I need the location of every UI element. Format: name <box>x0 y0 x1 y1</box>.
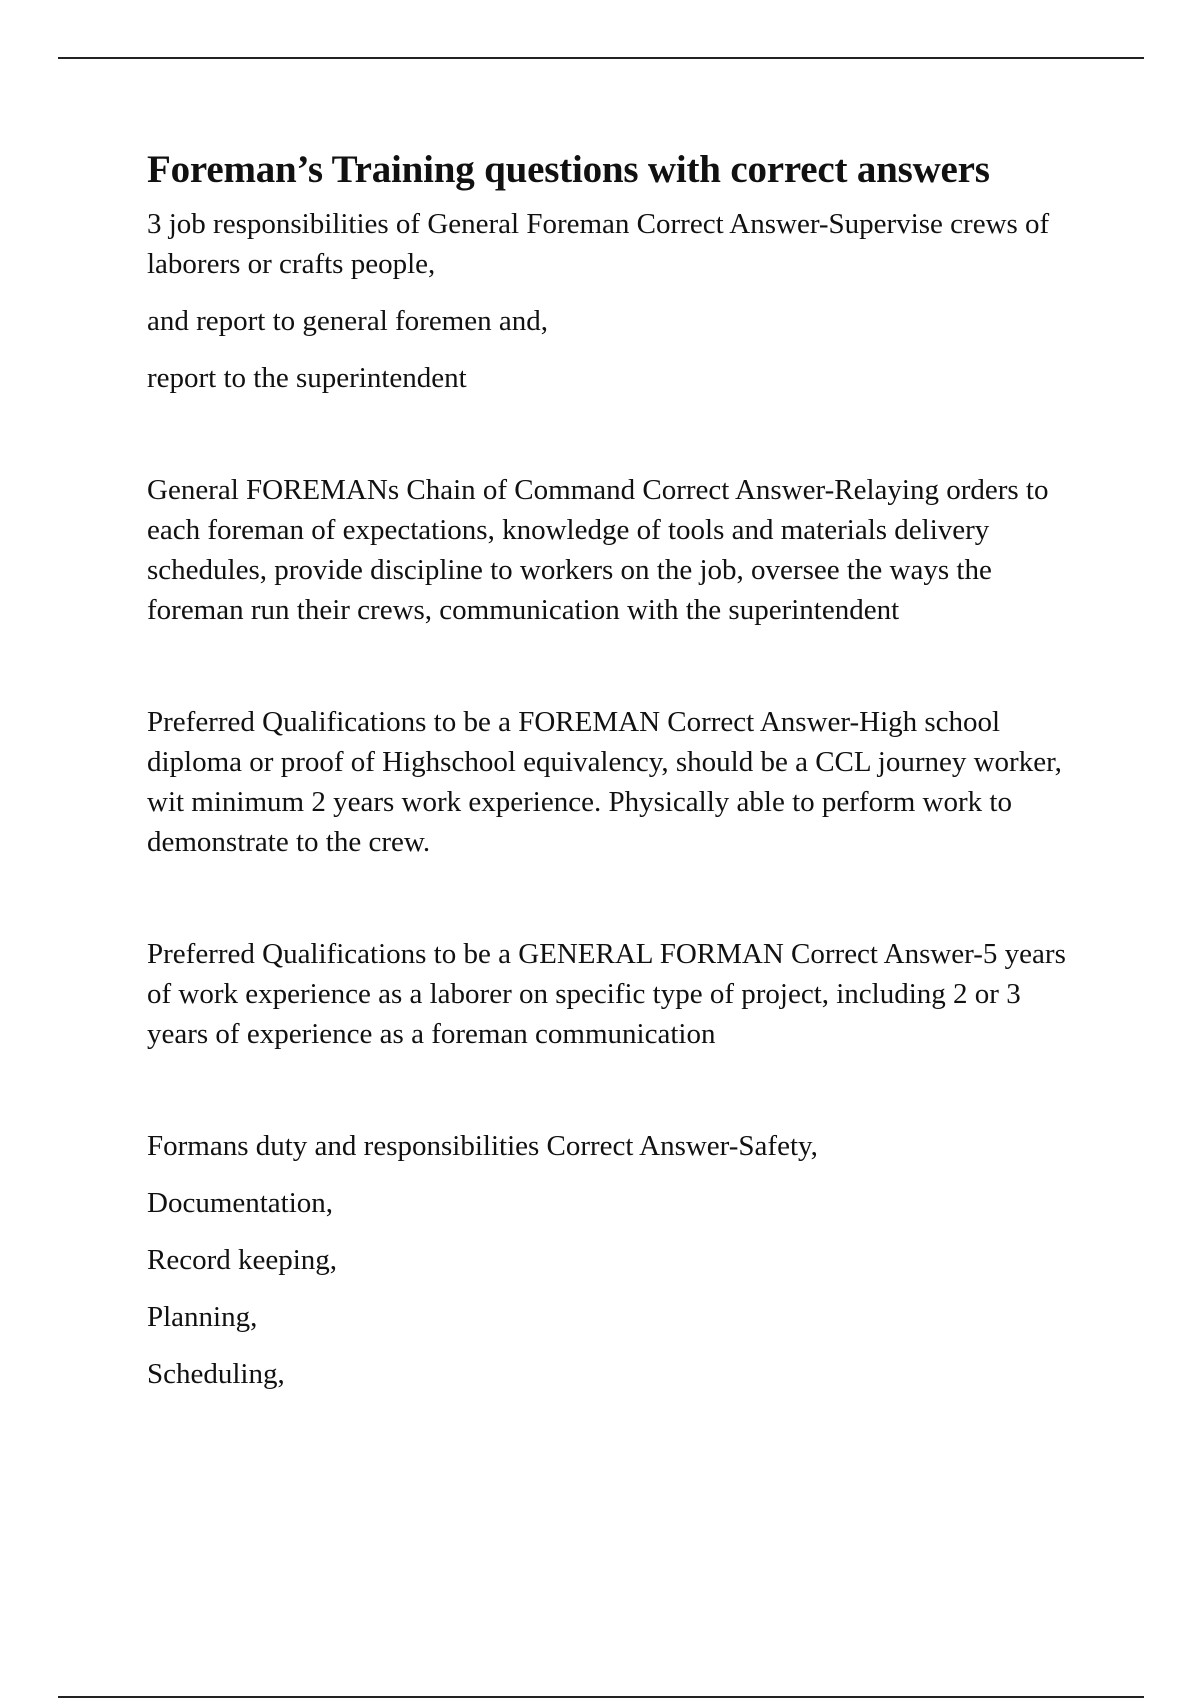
document-title: Foreman’s Training questions with correct answers <box>147 148 990 191</box>
entry-text: General FOREMANs Chain of Command Correct Answer-Relaying orders to each foreman of expectations, knowledge of tools and materials delivery schedules, provide discipline to workers on the job, oversee the ways the foreman run their crews, communication with the superintendent <box>147 474 1049 626</box>
header-rule <box>58 57 1144 59</box>
entry-continuation: Scheduling, <box>147 1358 285 1390</box>
document-body <box>147 146 1087 1394</box>
qa-entry <box>147 702 1087 862</box>
entry-text: 3 job responsibilities of General Foreman Correct Answer-Supervise crews of laborers or crafts people, <box>147 208 1050 280</box>
entry-text: Preferred Qualifications to be a GENERAL FORMAN Correct Answer-5 years of work experience as a laborer on specific type of project, including 2 or 3 years of experience as a foreman communication <box>147 938 1066 1050</box>
qa-entry <box>147 470 1087 630</box>
entry-text: Preferred Qualifications to be a FOREMAN Correct Answer-High school diploma or proof of Highschool equivalency, should be a CCL journey worker, wit minimum 2 years work experience. Physically able to perform work to demonstrate to the crew. <box>147 706 1062 858</box>
qa-entry <box>147 934 1087 1054</box>
footer-rule <box>58 1696 1144 1698</box>
entry-continuation: report to the superintendent <box>147 362 467 394</box>
qa-entry <box>147 204 1087 398</box>
entry-continuation: Planning, <box>147 1301 258 1333</box>
entry-continuation: Record keeping, <box>147 1244 338 1276</box>
entry-continuation: and report to general foremen and, <box>147 305 548 337</box>
entry-text: Formans duty and responsibilities Correct Answer-Safety, <box>147 1130 818 1162</box>
qa-entry <box>147 1126 1087 1394</box>
entry-continuation: Documentation, <box>147 1187 334 1219</box>
